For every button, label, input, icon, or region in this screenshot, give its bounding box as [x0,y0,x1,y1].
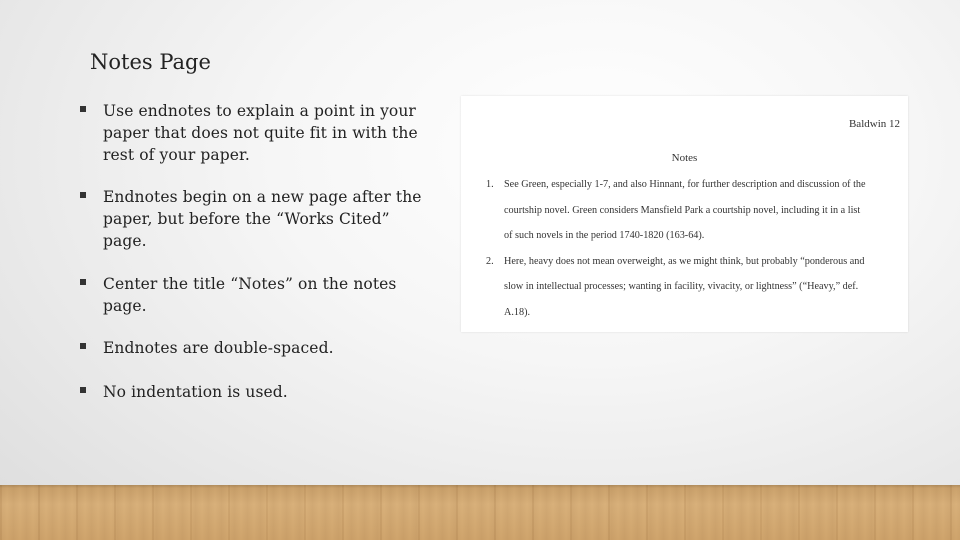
running-head: Baldwin 12 [848,118,900,130]
square-bullet-icon [80,387,86,393]
note-line: of such novels in the period 1740-1820 (163-64). [504,230,705,241]
slide-title: Notes Page [90,50,211,74]
bullet-item [80,186,430,252]
bullet-text: No indentation is used. [103,383,288,401]
notes-page-example [461,96,908,332]
square-bullet-icon [80,279,86,285]
bullet-item [80,337,430,359]
square-bullet-icon [80,343,86,349]
bullet-item [80,381,430,403]
bullet-text: Endnotes begin on a new page after the paper, but before the “Works Cited” page. [103,188,422,250]
bullet-text: Center the title “Notes” on the notes page. [103,275,397,315]
note-line: courtship novel. Green considers Mansfield Park a courtship novel, including it in a list [504,205,861,216]
wood-floor-decoration [0,485,960,540]
note-line: slow in intellectual processes; wanting in facility, vivacity, or lightness” (“Heavy,” def. [504,281,859,292]
note-line: See Green, especially 1-7, and also Hinnant, for further description and discussion of the [504,179,866,190]
square-bullet-icon [80,192,86,198]
bullet-item [80,273,430,317]
note-line: Here, heavy does not mean overweight, as we might think, but probably “ponderous and [504,256,865,267]
note-line: A.18). [504,307,531,318]
bullet-text: Use endnotes to explain a point in your paper that does not quite fit in with the rest of your paper. [103,102,418,164]
bullet-text: Endnotes are double-spaced. [103,339,334,357]
bullet-item [80,100,430,166]
note-number: 1. [486,179,494,190]
note-number: 2. [486,256,494,267]
notes-title: Notes [671,152,698,164]
square-bullet-icon [80,106,86,112]
